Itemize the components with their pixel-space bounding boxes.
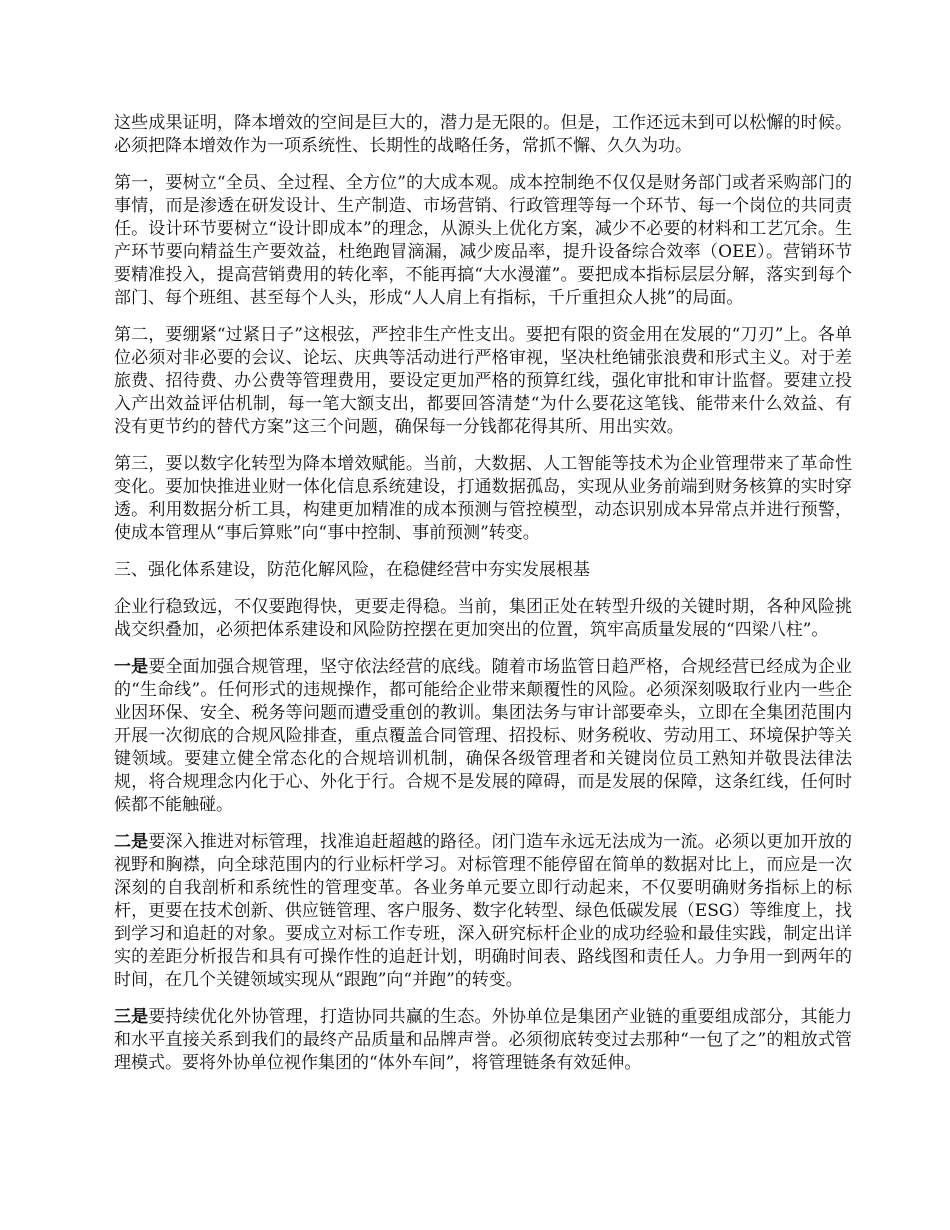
paragraph-outsourcing — [114, 1006, 852, 1075]
paragraph-compliance-body: 要全面加强合规管理，坚守依法经营的底线。随着市场监管日趋严格，合规经营已经成为企业的“生命线”。任何形式的违规操作，都可能给企业带来颠覆性的风险。必须深刻吸取行业内一些企业因环保、安全、税务等问题而遭受重创的教训。集团法务与审计部要牵头，立即在全集团范围内开展一次彻底的合规风险排查，重点覆盖合同管理、招投标、财务税收、劳动用工、环境保护等关键领域。要建立健全常态化的合规培训机制，确保各级管理者和关键岗位员工熟知并敬畏法律法规，将合规理念内化于心、外化于行。合规不是发展的障碍，而是发展的保障，这条红线，任何时候都不能触碰。 — [114, 657, 853, 815]
document-page — [114, 112, 852, 1089]
paragraph-cost-results: 这些成果证明，降本增效的空间是巨大的，潜力是无限的。但是，工作还远未到可以松懈的时候。必须把降本增效作为一项系统性、长期性的战略任务，常抓不懈、久久为功。 — [114, 113, 852, 156]
section-heading-three: 三、强化体系建设，防范化解风险，在稳健经营中夯实发展根基 — [114, 560, 590, 580]
paragraph-point-two-tight-budget: 第二，要绷紧“过紧日子”这根弦，严控非生产性支出。要把有限的资金用在发展的“刀刃”上。各单位必须对非必要的会议、论坛、庆典等活动进行严格审视，坚决杜绝铺张浪费和形式主义。对于差旅费、招待费、办公费等管理费用，要设定更加严格的预算红线，强化审批和审计监督。要建立投入产出效益评估机制，每一笔大额支出，都要回答清楚“为什么要花这笔钱、能带来什么效益、有没有更节约的替代方案”这三个问题，确保每一分钱都花得其所、用出实效。 — [114, 325, 852, 437]
lead-label-three: 三是 — [114, 1007, 149, 1027]
paragraph-benchmarking — [114, 831, 852, 992]
paragraph-outsourcing-body: 要持续优化外协管理，打造协同共赢的生态。外协单位是集团产业链的重要组成部分，其能力和水平直接关系到我们的最终产品质量和品牌声誉。必须彻底转变过去那种“一包了之”的粗放式管理模式。要将外协单位视作集团的“体外车间”，将管理链条有效延伸。 — [114, 1007, 853, 1073]
paragraph-point-three-digital: 第三，要以数字化转型为降本增效赋能。当前，大数据、人工智能等技术为企业管理带来了革命性变化。要加快推进业财一体化信息系统建设，打通数据孤岛，实现从业务前端到财务核算的实时穿透。利用数据分析工具，构建更加精准的成本预测与管控模型，动态识别成本异常点并进行预警，使成本管理从“事后算账”向“事中控制、事前预测”转变。 — [114, 454, 852, 543]
paragraph-point-one-cost-concept: 第一，要树立“全员、全过程、全方位”的大成本观。成本控制绝不仅仅是财务部门或者采购部门的事情，而是渗透在研发设计、生产制造、市场营销、行政管理等每一个环节、每一个岗位的共同责任。设计环节要树立“设计即成本”的理念，从源头上优化方案，减少不必要的材料和工艺冗余。生产环节要向精益生产要效益，杜绝跑冒滴漏，减少废品率，提升设备综合效率（OEE）。营销环节要精准投入，提高营销费用的转化率，不能再搞“大水漫灌”。要把成本指标层层分解，落实到每个部门、每个班组、甚至每个人头，形成“人人肩上有指标，千斤重担众人挑”的局面。 — [114, 173, 852, 308]
lead-label-one: 一是 — [114, 657, 149, 677]
lead-label-two: 二是 — [114, 832, 149, 852]
paragraph-section-three-intro: 企业行稳致远，不仅要跑得快，更要走得稳。当前，集团正处在转型升级的关键时期，各种风险挑战交织叠加，必须把体系建设和风险防控摆在更加突出的位置，筑牢高质量发展的“四梁八柱”。 — [114, 597, 852, 640]
paragraph-benchmarking-body: 要深入推进对标管理，找准追赶超越的路径。闭门造车永远无法成为一流。必须以更加开放的视野和胸襟，向全球范围内的行业标杆学习。对标管理不能停留在简单的数据对比上，而应是一次深刻的自我剖析和系统性的管理变革。各业务单元要立即行动起来，不仅要明确财务指标上的标杆，更要在技术创新、供应链管理、客户服务、数字化转型、绿色低碳发展（ESG）等维度上，找到学习和追赶的对象。要成立对标工作专班，深入研究标杆企业的成功经验和最佳实践，制定出详实的差距分析报告和具有可操作性的追赶计划，明确时间表、路线图和责任人。力争用一到两年的时间，在几个关键领域实现从“跟跑”向“并跑”的转变。 — [114, 832, 853, 990]
paragraph-compliance — [114, 656, 852, 817]
